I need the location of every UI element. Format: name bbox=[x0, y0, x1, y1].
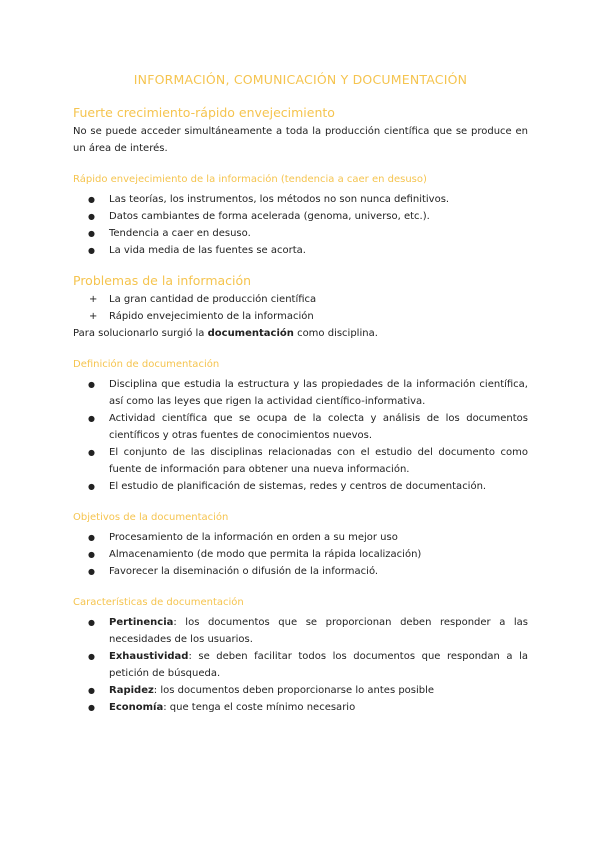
desc-economia: : que tenga el coste mínimo necesario bbox=[163, 702, 356, 713]
solucion-text-post: como disciplina. bbox=[293, 328, 378, 339]
list-item: ● El estudio de planificación de sistemas, redes y centros de documentación. bbox=[73, 478, 528, 495]
list-item bbox=[73, 614, 528, 648]
term-economia: Economía bbox=[109, 702, 164, 713]
heading-caracteristicas: Características de documentación bbox=[73, 597, 244, 608]
solucion-text-bold: documentación bbox=[207, 328, 294, 339]
list-item: ● Tendencia a caer en desuso. bbox=[73, 225, 528, 242]
paragraph-acceso: No se puede acceder simultáneamente a toda la producción científica que se produce en un área de interés. bbox=[73, 126, 528, 154]
paragraph-solucion bbox=[73, 325, 528, 342]
list-item: ● La vida media de las fuentes se acorta. bbox=[73, 242, 528, 259]
heading-definicion: Definición de documentación bbox=[73, 359, 220, 370]
list-item: ● Disciplina que estudia la estructura y las propiedades de la información científica, así como las leyes que rigen la actividad científico-informativa. bbox=[73, 376, 528, 410]
list-caracteristicas bbox=[73, 614, 528, 716]
list-item: + Rápido envejecimiento de la información bbox=[73, 308, 528, 325]
solucion-text-pre: Para solucionarlo surgió la bbox=[73, 328, 208, 339]
term-exhaustividad: Exhaustividad bbox=[109, 651, 189, 662]
term-pertinencia: Pertinencia bbox=[109, 617, 174, 628]
list-item: ● Procesamiento de la información en orden a su mejor uso bbox=[73, 529, 528, 546]
list-item bbox=[73, 699, 528, 716]
list-problemas bbox=[73, 291, 528, 325]
list-item: ● Actividad científica que se ocupa de la colecta y análisis de los documentos científicos y otras fuentes de conocimientos nuevos. bbox=[73, 410, 528, 444]
list-definicion bbox=[73, 376, 528, 495]
desc-exhaustividad: : se deben facilitar todos los documentos que respondan a la petición de búsqueda. bbox=[109, 651, 528, 679]
list-item: ● Favorecer la diseminación o difusión de la informació. bbox=[73, 563, 528, 580]
heading-fuerte-crecimiento: Fuerte crecimiento-rápido envejecimiento bbox=[73, 105, 335, 120]
document-title: INFORMACIÓN, COMUNICACIÓN Y DOCUMENTACIÓN bbox=[133, 72, 468, 87]
heading-rapido-envejecimiento: Rápido envejecimiento de la información (tendencia a caer en desuso) bbox=[73, 174, 427, 185]
desc-pertinencia: : los documentos que se proporcionan deben responder a las necesidades de los usuarios. bbox=[109, 617, 528, 645]
list-item: + La gran cantidad de producción científica bbox=[73, 291, 528, 308]
desc-rapidez: : los documentos deben proporcionarse lo antes posible bbox=[153, 685, 435, 696]
list-objetivos bbox=[73, 529, 528, 580]
term-rapidez: Rapidez bbox=[109, 685, 154, 696]
list-item: ● El conjunto de las disciplinas relacionadas con el estudio del documento como fuente de información para obtener una nueva información. bbox=[73, 444, 528, 478]
list-envejecimiento bbox=[73, 191, 528, 259]
heading-problemas-informacion: Problemas de la información bbox=[73, 273, 252, 288]
list-item: ● Almacenamiento (de modo que permita la rápida localización) bbox=[73, 546, 528, 563]
list-item bbox=[73, 648, 528, 682]
list-item: ● Datos cambiantes de forma acelerada (genoma, universo, etc.). bbox=[73, 208, 528, 225]
list-item: ● Las teorías, los instrumentos, los métodos no son nunca definitivos. bbox=[73, 191, 528, 208]
heading-objetivos: Objetivos de la documentación bbox=[73, 512, 229, 523]
list-item bbox=[73, 682, 528, 699]
